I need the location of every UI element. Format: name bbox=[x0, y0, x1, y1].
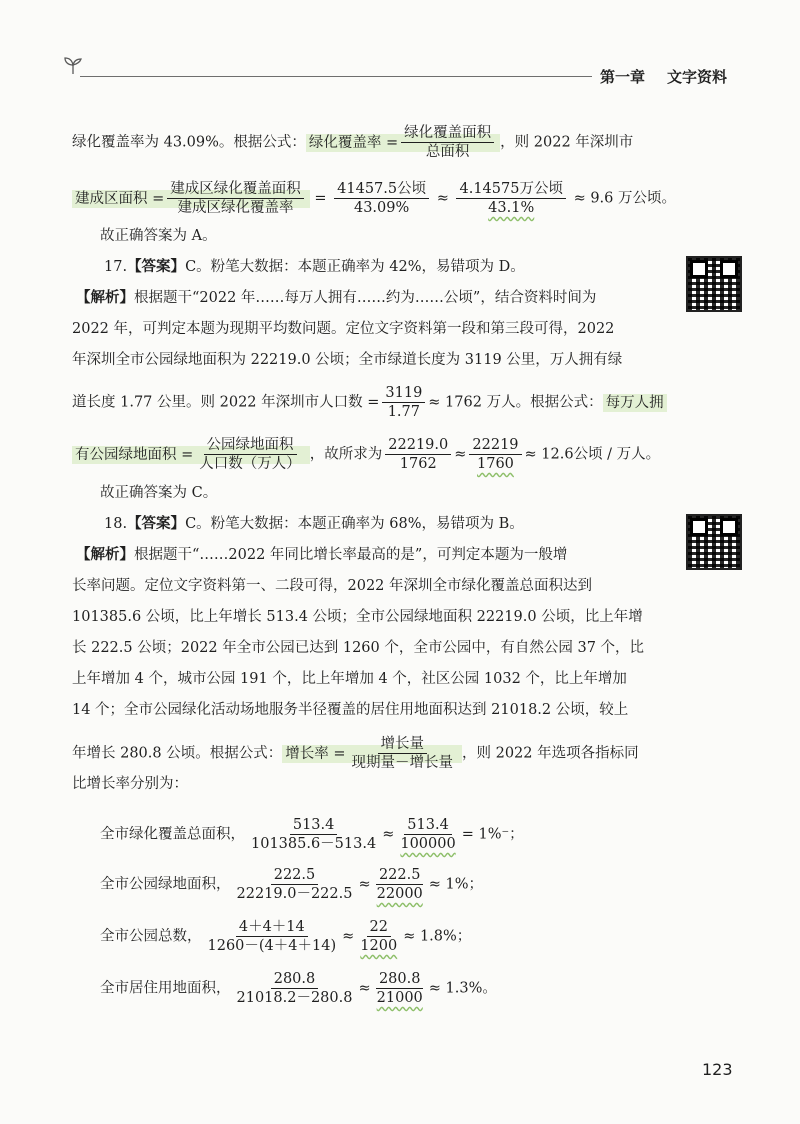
qr-code-icon[interactable] bbox=[686, 514, 742, 570]
q18-answer-line: 18.【答案】C。粉笔大数据：本题正确率为 68%，易错项为 B。 bbox=[104, 515, 524, 532]
formula-highlight: 增长率 = $\frac{\text{增长量}}{\text{现期量－增长量}}$ bbox=[282, 745, 462, 763]
calc-item: 全市公园绿地面积， $\frac{222.5}{22219.0-222.5}$ ≈ $\frac{222.5}{22000}$ ≈ 1%； bbox=[100, 867, 484, 902]
header-rule bbox=[80, 76, 592, 77]
q17-answer-line: 17.【答案】C。粉笔大数据：本题正确率为 42%，易错项为 D。 bbox=[104, 258, 525, 275]
q18-analysis-line-2: 长率问题。定位文字资料第一、二段可得，2022 年深圳全市绿化覆盖总面积达到 bbox=[72, 578, 593, 594]
q18-analysis-line-1: 【解析】根据题干“……2022 年同比增长率最高的是”，可判定本题为一般增 bbox=[76, 546, 568, 563]
q17-analysis-line-1: 【解析】根据题干“2022 年……每万人拥有……约为……公顷”，结合资料时间为 bbox=[76, 289, 597, 306]
qr-code-icon[interactable] bbox=[686, 256, 742, 312]
formula-highlight: 建成区面积 = $\frac{\text{建成区绿化覆盖面积}}{\text{建成区绿化覆盖率}}$ bbox=[72, 190, 310, 208]
q16-line-1: 绿化覆盖率为 43.09%。根据公式： 绿化覆盖率 = $\frac{\text{绿化覆盖面积}}{\text{总面积}}$ ，则 2022 年深圳市 bbox=[72, 125, 634, 160]
q17-analysis-line-4: 道长度 1.77 公里。则 2022 年深圳市人口数 = $\frac{3119}{1.77}$ ≈ 1762 万人。根据公式： 每万人拥 bbox=[72, 384, 667, 421]
q18-analysis-line-5: 上年增加 4 个，城市公园 191 个，比上年增加 4 个，社区公园 1032 个，比上年增加 bbox=[72, 671, 627, 687]
header-section: 文字资料 bbox=[667, 68, 728, 86]
running-header bbox=[600, 66, 727, 87]
q17-analysis-line-3: 年深圳全市公园绿地面积为 22219.0 公顷；全市绿道长度为 3119 公里，万人拥有绿 bbox=[72, 352, 623, 368]
calc-item: 全市绿化覆盖总面积， $\frac{513.4}{101385.6-513.4}$ ≈ $\frac{513.4}{100000}$ = 1%⁻； bbox=[100, 817, 524, 852]
q18-analysis-line-6: 14 个；全市公园绿化活动场地服务半径覆盖的居住用地面积达到 21018.2 公顷，较上 bbox=[72, 702, 629, 718]
calc-item: 全市公园总数， $\frac{4+4+14}{1260-(4+4+14)}$ ≈ $\frac{22}{1200}$ ≈ 1.8%； bbox=[100, 919, 472, 954]
formula-highlight: 每万人拥 bbox=[603, 394, 667, 412]
q18-analysis-line-4: 长 222.5 公顷；2022 年全市公园已达到 1260 个，全市公园中，有自然公园 37 个，比 bbox=[72, 640, 645, 656]
page-number: 123 bbox=[702, 1060, 733, 1079]
q16-line-2: 建成区面积 = $\frac{\text{建成区绿化覆盖面积}}{\text{建成区绿化覆盖率}}$ = $\frac{\text{41457.5公顷}}{43.09\%}$ ≈ $\frac{\text{4.14575万公顷}}{43.1\%}$ ≈ 9.6 万公顷。 bbox=[72, 180, 676, 217]
leaf-icon bbox=[62, 54, 84, 76]
calc-item: 全市居住用地面积， $\frac{280.8}{21018.2-280.8}$ ≈ $\frac{280.8}{21000}$ ≈ 1.3%。 bbox=[100, 971, 497, 1006]
q18-analysis-line-3: 101385.6 公顷，比上年增长 513.4 公顷；全市公园绿地面积 22219.0 公顷，比上年增 bbox=[72, 609, 643, 625]
header-chapter: 第一章 bbox=[600, 68, 646, 86]
q17-answer: 故正确答案为 C。 bbox=[100, 485, 218, 501]
q18-analysis-line-8: 比增长率分别为： bbox=[72, 776, 188, 792]
q16-answer: 故正确答案为 A。 bbox=[100, 228, 217, 244]
q18-analysis-line-7: 年增长 280.8 公顷。根据公式： 增长率 = $\frac{\text{增长量}}{\text{现期量－增长量}}$ ，则 2022 年选项各指标同 bbox=[72, 736, 639, 771]
q17-analysis-line-2: 2022 年，可判定本题为现期平均数问题。定位文字资料第一段和第三段可得，2022 bbox=[72, 321, 615, 337]
formula-highlight: 有公园绿地面积 = $\frac{\text{公园绿地面积}}{\text{人口数（万人）}}$ bbox=[72, 446, 310, 464]
formula-highlight: 绿化覆盖率 = $\frac{\text{绿化覆盖面积}}{\text{总面积}}$ bbox=[306, 134, 500, 152]
q17-analysis-line-5: 有公园绿地面积 = $\frac{\text{公园绿地面积}}{\text{人口数（万人）}}$ ，故所求为 $\frac{22219.0}{1762}$ ≈ $\frac{22219}{1760}$ ≈ 12.6公顷 / 万人。 bbox=[72, 436, 660, 473]
